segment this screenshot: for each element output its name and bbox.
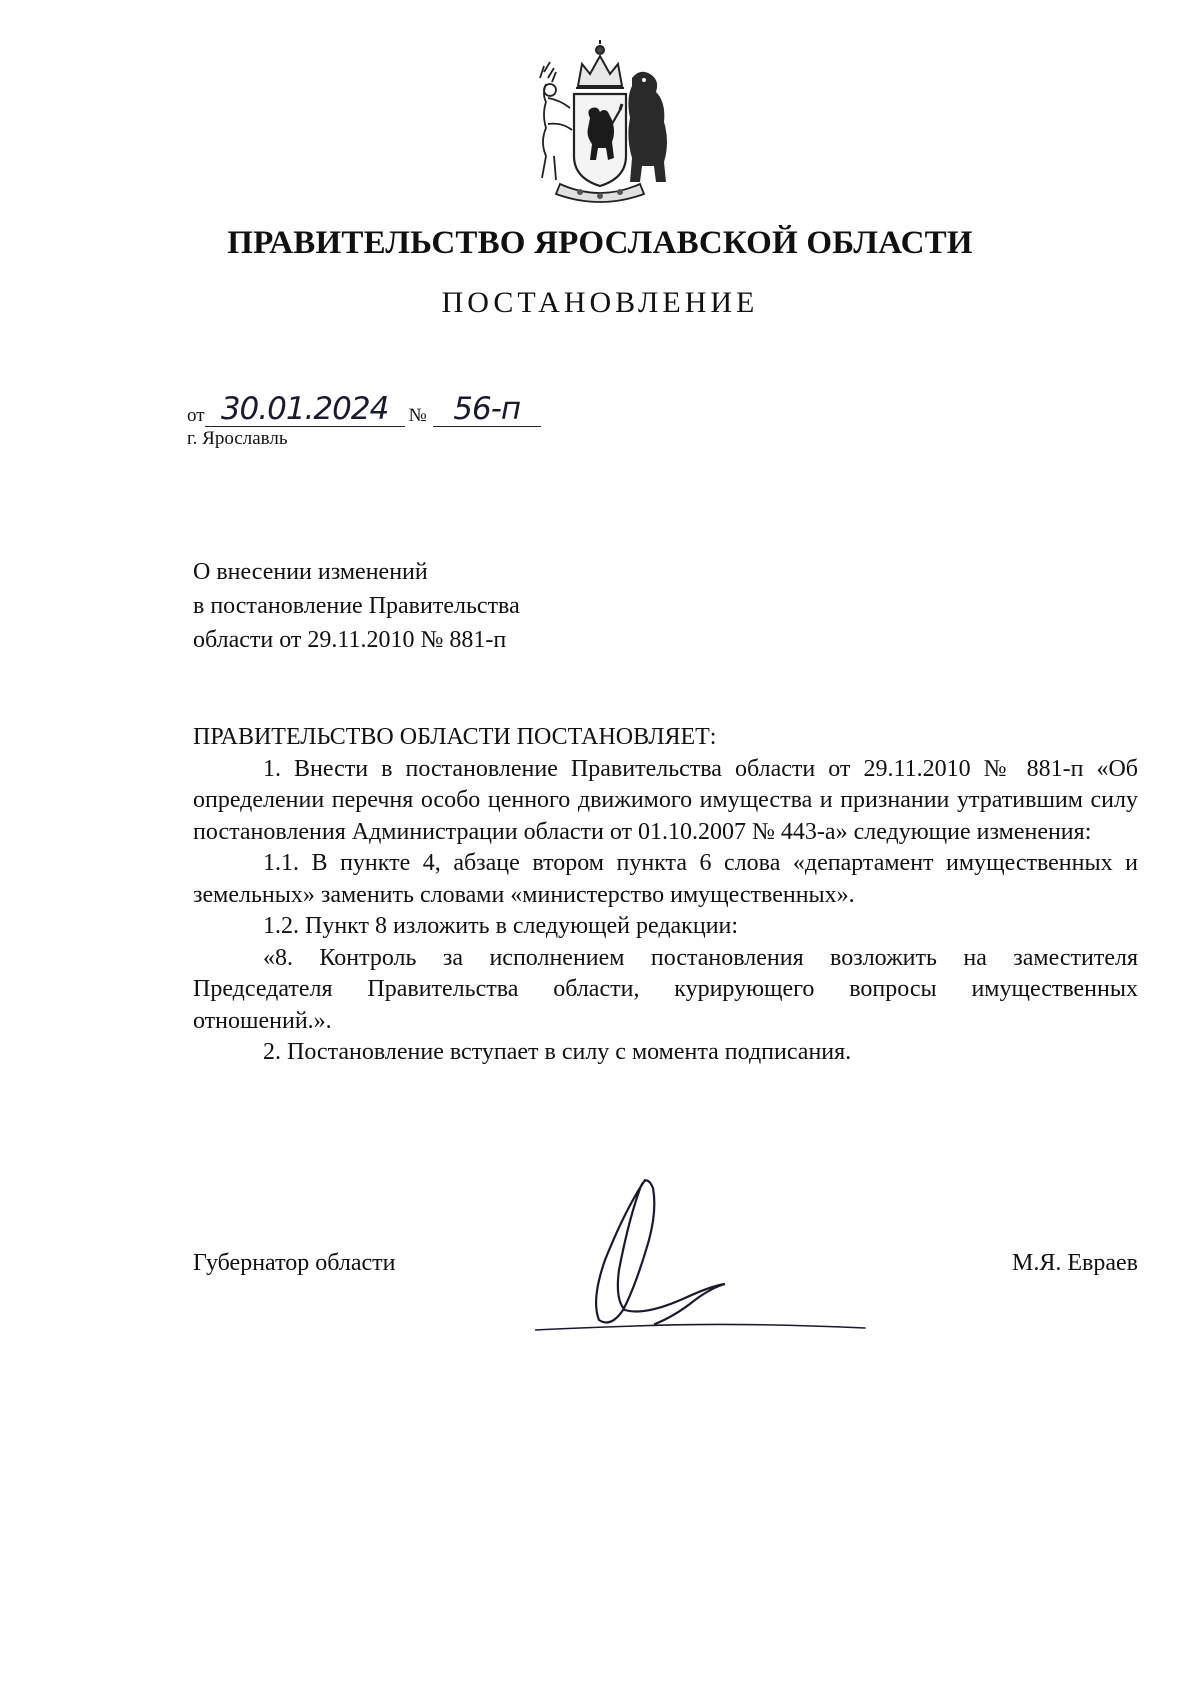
dateline bbox=[187, 392, 541, 427]
subject-line: О внесении изменений bbox=[193, 559, 428, 585]
body-paragraph: «8. Контроль за исполнением постановления возложить на заместителя Председателя Правительства области, курирующего вопросы имущественных отношений.». bbox=[193, 944, 1138, 1034]
signer-title: Губернатор области bbox=[193, 1250, 396, 1276]
coat-of-arms-emblem bbox=[520, 38, 680, 208]
resolution-heading: ПРАВИТЕЛЬСТВО ОБЛАСТИ ПОСТАНОВЛЯЕТ: bbox=[193, 724, 717, 750]
organization-title: ПРАВИТЕЛЬСТВО ЯРОСЛАВСКОЙ ОБЛАСТИ bbox=[227, 225, 973, 261]
subject-line: в постановление Правительства bbox=[193, 593, 520, 619]
body-paragraph: 2. Постановление вступает в силу с момента подписания. bbox=[263, 1039, 852, 1065]
subject-line: области от 29.11.2010 № 881-п bbox=[193, 627, 507, 653]
number-label: № bbox=[408, 405, 427, 426]
signer-name: М.Я. Евраев bbox=[1012, 1250, 1138, 1276]
document-subject bbox=[193, 555, 520, 657]
body-paragraph: 1.2. Пункт 8 изложить в следующей редакции: bbox=[263, 913, 739, 939]
body-paragraph: 1. Внести в постановление Правительства области от 29.11.2010 № 881-п «Об определении перечня особо ценного движимого имущества и признании утратившим силу постановления Администрации области от 01.10.2007 № 443-а» следующие изменения: bbox=[193, 755, 1138, 845]
document-date: 30.01.2024 bbox=[205, 392, 405, 427]
date-label: от bbox=[187, 405, 205, 426]
document-number: 56-п bbox=[433, 392, 541, 427]
city-label: г. Ярославль bbox=[187, 428, 288, 449]
document-type-title: ПОСТАНОВЛЕНИЕ bbox=[441, 286, 759, 319]
body-paragraph: 1.1. В пункте 4, абзаце втором пункта 6 слова «департамент имущественных и земельных» заменить словами «министерство имущественных». bbox=[193, 850, 1138, 908]
document-body bbox=[193, 722, 1138, 1069]
handwritten-signature bbox=[535, 1170, 945, 1350]
